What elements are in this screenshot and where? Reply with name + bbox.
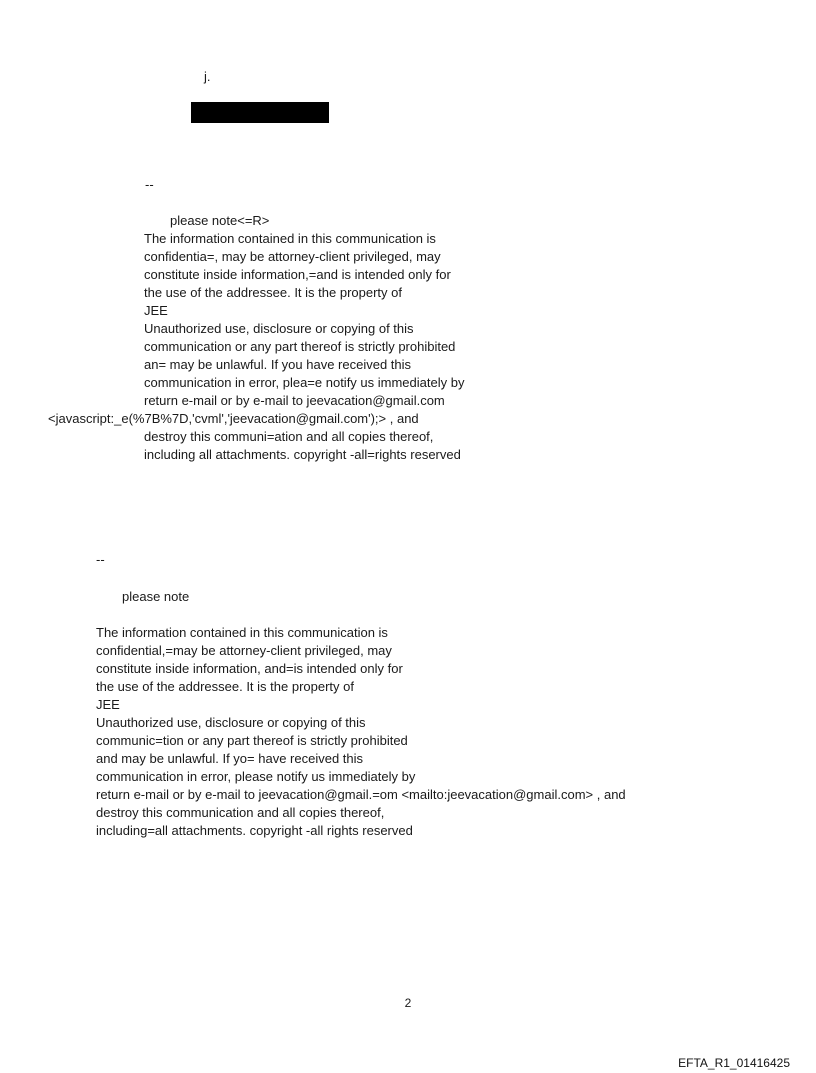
- page-number: 2: [404, 996, 412, 1010]
- disclaimer-line: communication or any part thereof is strictly prohibited: [144, 339, 456, 354]
- disclaimer-line: constitute inside information, and=is intended only for: [96, 661, 403, 676]
- disclaimer-line: the use of the addressee. It is the property of: [144, 285, 402, 300]
- disclaimer-line: destroy this communi=ation and all copies thereof,: [144, 429, 434, 444]
- disclaimer-line: return e-mail or by e-mail to jeevacation@gmail.=om <mailto:jeevacation@gmail.com> , and: [96, 787, 626, 802]
- disclaimer-line: and may be unlawful. If yo= have received this: [96, 751, 364, 766]
- disclaimer-line: including=all attachments. copyright -all rights reserved: [96, 823, 413, 838]
- separator-2: --: [96, 552, 105, 567]
- disclaimer-tail-1: [144, 428, 461, 464]
- disclaimer-line: return e-mail or by e-mail to jeevacation@gmail.com: [144, 393, 445, 408]
- disclaimer-line: destroy this communication and all copies thereof,: [96, 805, 385, 820]
- disclaimer-line: JEE: [144, 303, 168, 318]
- header-initial: j.: [204, 69, 211, 84]
- bates-number: EFTA_R1_01416425: [678, 1056, 790, 1070]
- disclaimer-line: including all attachments. copyright -all=rights reserved: [144, 447, 461, 462]
- redaction-bar: [191, 102, 329, 123]
- disclaimer-line: an= may be unlawful. If you have received this: [144, 357, 412, 372]
- note-heading-1: please note<=R>: [170, 213, 270, 228]
- disclaimer-line: constitute inside information,=and is intended only for: [144, 267, 451, 282]
- disclaimer-line: communication in error, please notify us immediately by: [96, 769, 416, 784]
- disclaimer-line: confidential,=may be attorney-client privileged, may: [96, 643, 392, 658]
- disclaimer-line: JEE: [96, 697, 120, 712]
- disclaimer-line: confidentia=, may be attorney-client privileged, may: [144, 249, 441, 264]
- disclaimer-line: The information contained in this communication is: [144, 231, 436, 246]
- disclaimer-block-1: [144, 230, 464, 410]
- separator-1: --: [145, 177, 154, 192]
- javascript-link-line: <javascript:_e(%7B%7D,'cvml','jeevacation@gmail.com');> , and: [48, 411, 419, 426]
- disclaimer-line: Unauthorized use, disclosure or copying of this: [96, 715, 366, 730]
- disclaimer-line: communication in error, plea=e notify us immediately by: [144, 375, 465, 390]
- disclaimer-line: communic=tion or any part thereof is strictly prohibited: [96, 733, 408, 748]
- disclaimer-block-2: [96, 624, 626, 840]
- disclaimer-line: The information contained in this communication is: [96, 625, 388, 640]
- disclaimer-line: the use of the addressee. It is the property of: [96, 679, 354, 694]
- disclaimer-line: Unauthorized use, disclosure or copying of this: [144, 321, 414, 336]
- note-heading-2: please note: [122, 589, 190, 604]
